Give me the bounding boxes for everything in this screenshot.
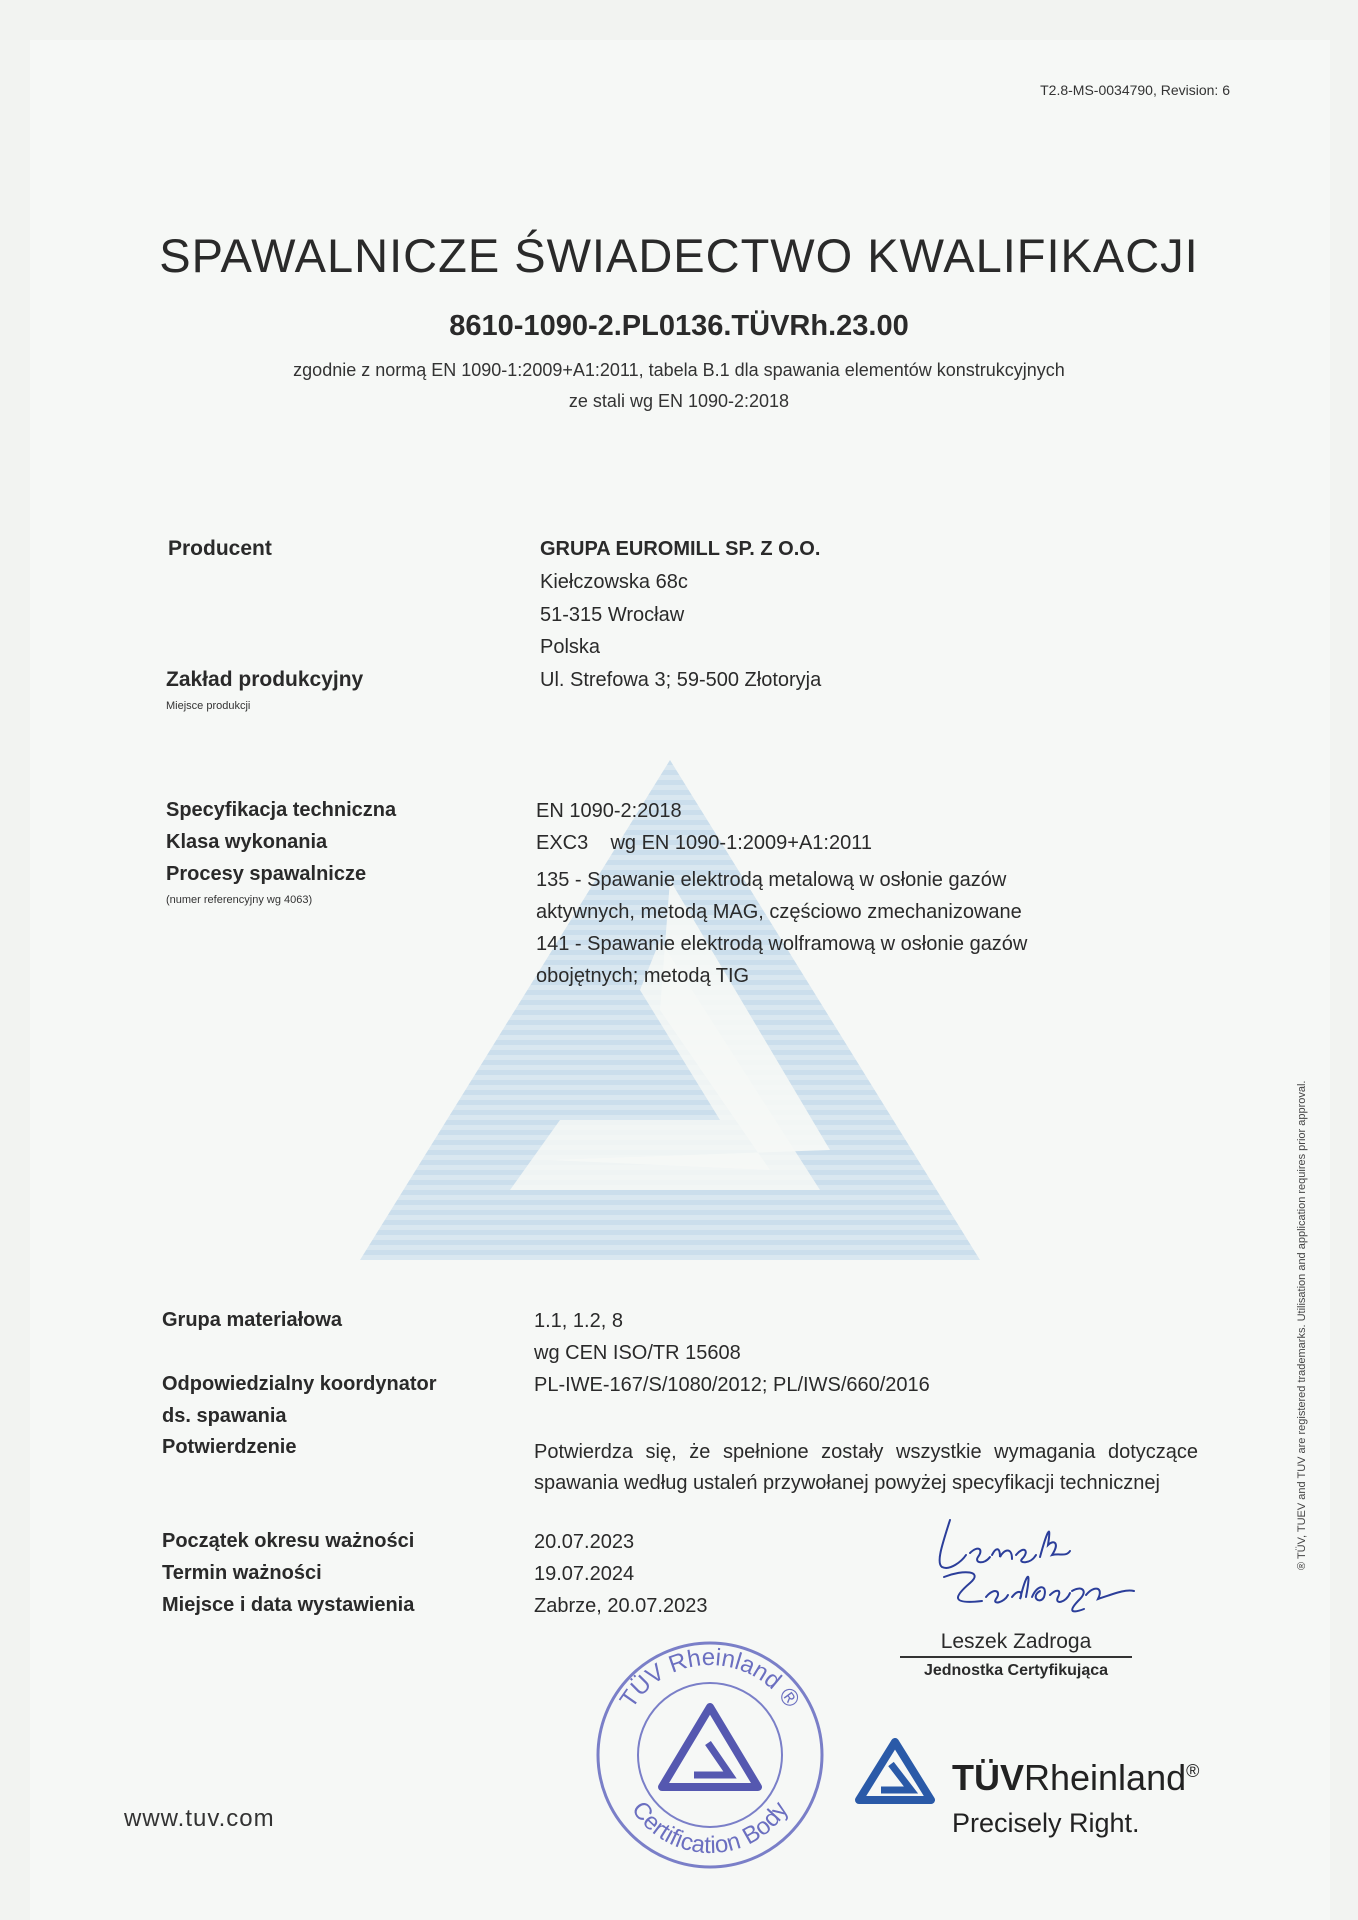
website-link[interactable]: www.tuv.com: [124, 1805, 275, 1832]
plant-address: Ul. Strefowa 3; 59-500 Złotoryja: [540, 669, 822, 691]
process-line: 135 - Spawanie elektrodą metalową w osłonie gazów: [536, 869, 1007, 891]
handwritten-signature: [920, 1505, 1140, 1620]
process-line: obojętnych; metodą TIG: [536, 965, 750, 987]
processes-label: Procesy spawalnicze: [166, 863, 367, 885]
standard-reference: [0, 355, 1358, 417]
process-line: 141 - Spawanie elektrodą wolframową w osłonie gazów: [536, 933, 1028, 955]
producer-label: Producent: [168, 537, 272, 560]
certificate-number: 8610-1090-2.PL0136.TÜVRh.23.00: [449, 310, 909, 342]
brand-rest: Rheinland: [1024, 1757, 1187, 1798]
coordinator-value: PL-IWE-167/S/1080/2012; PL/IWS/660/2016: [534, 1374, 930, 1396]
processes-list: [536, 864, 1027, 992]
certification-stamp: [590, 1635, 830, 1875]
signer-name: Leszek Zadroga: [900, 1630, 1132, 1658]
brand-name: [952, 1757, 1199, 1799]
issue-label: Miejsce i data wystawienia: [162, 1594, 415, 1616]
coordinator-label-2: ds. spawania: [162, 1405, 287, 1427]
material-group-label: Grupa materiałowa: [162, 1309, 343, 1331]
plant-sublabel: Miejsce produkcji: [166, 700, 251, 712]
spec-label: Specyfikacja techniczna: [166, 799, 397, 821]
class-value: EXC3 wg EN 1090-1:2009+A1:2011: [536, 832, 872, 854]
validity-end-label: Termin ważności: [162, 1562, 322, 1584]
validity-start-label: Początek okresu ważności: [162, 1530, 415, 1552]
intro-line-1: zgodnie z normą EN 1090-1:2009+A1:2011, tabela B.1 dla spawania elementów konstrukcyjnych: [293, 360, 1065, 380]
signer-role: Jednostka Certyfikująca: [923, 1662, 1109, 1679]
tuv-triangle-logo: [855, 1738, 935, 1804]
process-line: aktywnych, metodą MAG, częściowo zmechanizowane: [536, 901, 1022, 923]
intro-line-2: ze stali wg EN 1090-2:2018: [568, 391, 790, 411]
validity-start-value: 20.07.2023: [534, 1531, 635, 1553]
brand-bold: TÜV: [952, 1757, 1024, 1798]
producer-street: Kiełczowska 68c: [540, 571, 688, 593]
material-group-standard: wg CEN ISO/TR 15608: [534, 1342, 741, 1364]
confirmation-label: Potwierdzenie: [162, 1436, 297, 1458]
spec-value: EN 1090-2:2018: [536, 800, 682, 822]
svg-text:Certification Body: Certification Body: [626, 1796, 794, 1860]
document-reference: T2.8-MS-0034790, Revision: 6: [1040, 82, 1230, 98]
processes-sublabel: (numer referencyjny wg 4063): [166, 894, 313, 906]
producer-name: GRUPA EUROMILL SP. Z O.O.: [540, 538, 821, 560]
certificate-title: SPAWALNICZE ŚWIADECTWO KWALIFIKACJI: [159, 229, 1199, 282]
brand-registered: ®: [1186, 1761, 1200, 1781]
class-label: Klasa wykonania: [166, 831, 328, 853]
brand-tagline: Precisely Right.: [952, 1808, 1140, 1838]
confirmation-text: Potwierdza się, że spełnione zostały wszystkie wymagania dotyczące spawania według ustaleń przywołanej powyżej specyfikacji technicznej: [534, 1441, 1198, 1494]
coordinator-label: Odpowiedzialny koordynator: [162, 1373, 437, 1395]
svg-text:TÜV Rheinland ®: TÜV Rheinland ®: [614, 1643, 806, 1713]
plant-label: Zakład produkcyjny: [166, 668, 364, 691]
material-group-value: 1.1, 1.2, 8: [534, 1310, 623, 1332]
producer-city: 51-315 Wrocław: [540, 604, 685, 626]
trademark-note: ® TÜV, TUEV and TUV are registered trademarks. Utilisation and application requires prior approval.: [1296, 1080, 1308, 1570]
validity-end-value: 19.07.2024: [534, 1563, 635, 1585]
issue-value: Zabrze, 20.07.2023: [534, 1595, 708, 1617]
producer-country: Polska: [540, 636, 601, 658]
